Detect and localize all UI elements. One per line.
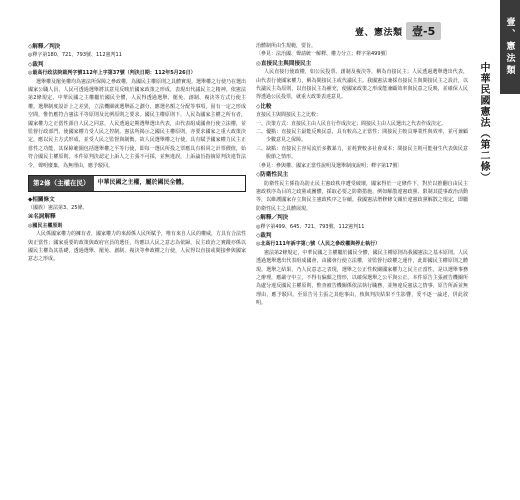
article-number: 第2條（主權在民） bbox=[29, 176, 94, 190]
page-number: 壹-5 bbox=[406, 22, 441, 40]
term-title: ◎國民主權原則 bbox=[28, 222, 63, 229]
cross-reference: 〔參見：參與權、國家正當性說明及選舉制度說明；釋字第17號〕 bbox=[256, 162, 403, 169]
section-heading: ◇裁判 bbox=[28, 61, 44, 68]
cross-reference: 〔參見：法治國、聲請統一解釋、權力分立；釋字第499號〕 bbox=[256, 51, 391, 58]
section-heading: ◇解釋／判決 bbox=[256, 215, 289, 222]
case-body: 選舉權及罷免權均為憲法所保障之參政權，為國民主權原則之具體實現。選舉權之行使乃在選出國家公職人員，人民可透過選舉將其意見反映於國家政策之形成，表現出代議民主之精神。依憲法第2條規定，中華民國之主權屬於國民全體，人民得透過選舉、罷免、創制、複決等方式行使主權。選舉制度設計上之差異，立法機關就選舉區之劃分、應選名額之分配等事項，固有一定之形成空間，惟仍應符合憲法平等原則及比例原則之要求。國民主權原則下，人民為國家主權之所有者，國家權力之正當性源自人民之同意，人民透過定期選舉選出代表，由代表組成國會行使立法權，並監督行政部門，使國家權力受人民之控制。憲法所揭示之國民主權原則，亦要求國家之重大政策決定，應以民主方式形成，並受人民之監督與制衡。故人民選舉權之行使，具有賦予國家權力民主正當性之功能，其保障範圍包括選舉權之平等行使，即每一選民所投之票應具有相同之計票價值，始符合國民主權原則。本件原判決認定上訴人之主張不可採，並無違誤，上訴論旨指摘原判決違背法令，聲明廢棄，為無理由，應予駁回。 bbox=[28, 78, 247, 169]
list-item: 二、優點：直接民主最能反映民意，具有較高之正當性；間接民主較具專業性與效率，並可兼顧少數意見之保障。 bbox=[256, 129, 468, 144]
paragraph: 直接民主與間接民主之比較： bbox=[256, 112, 322, 119]
paragraph: 治體制所由生規範，要旨。 bbox=[256, 43, 317, 49]
chapter-tab: 壹、憲法類 bbox=[500, 0, 520, 94]
section-heading: ◇比較 bbox=[256, 103, 272, 110]
section-heading: ⌘名詞解釋 bbox=[28, 214, 56, 221]
section-heading: ◎直接民主與間接民主 bbox=[256, 60, 312, 67]
case-title: ◎北高行111年訴字第○號（人民之參政權與停止執行） bbox=[256, 241, 381, 248]
case-title: ◎最高行政法院裁判字號112年上字第37號（判決日期：112年5月26日） bbox=[28, 70, 196, 77]
paragraph: 防衛性民主係指為防止民主憲政秩序遭受破壞，國家得於一定條件下，對於以推翻自由民主憲政秩序為目的之政黨或團體，採取必要之防衛措施，例如解散違憲政黨、限制其從事政治活動等，以維護國家存立與民主憲政秩序之存續。我國憲法增修條文關於違憲政黨解散之規定，即屬防衛性民主之具體展現。 bbox=[256, 180, 468, 212]
section-heading: ◇裁判 bbox=[256, 232, 272, 239]
list-item: 一、決策方式：直接民主由人民自行作成決定；間接民主由人民選出之代表作成決定。 bbox=[256, 120, 447, 127]
citation: ◎釋字第180、721、793號、112憲判11 bbox=[28, 52, 122, 59]
running-header: 壹、憲法類 bbox=[355, 28, 403, 38]
left-column bbox=[28, 42, 246, 264]
article-text: 中華民國之主權，屬於國民全體。 bbox=[97, 179, 188, 187]
section-heading: ◇解釋／判決 bbox=[28, 44, 61, 50]
section-heading: ◇防衛性民主 bbox=[256, 172, 289, 179]
case-body: 憲法第2條規定，中華民國之主權屬於國民全體，國民主權原則為我國憲法之基本原則。人民透過選舉選出代表組成國會，由國會行使立法權，並監督行政權之運作，此即國民主權原則之體現。選舉之結果，乃人民意志之表現，選舉之公正性攸關國家權力之民主正當性，是以選舉事務之辦理，應嚴守中立，不得有偏頗之情形，以確保選舉之公平與公正。本件原告主張被告機關所為處分違反國民主權原則，惟查被告機關係依法執行職務，並無違反憲法之情事，原告所訴並無理由，應予駁回。至原告另主張之其他事由，核與判決結果不生影響，爰不逐一論述，併此敘明。 bbox=[256, 249, 468, 307]
term-body: 人民係國家權力的擁有者，國家權力的來源係人民所賦予，唯有來自人民的權威，方具有合法性與正當性；國家重要的政策與政府官員的選任，均應以人民之意志為依歸，民主政治之實踐亦係以國民主權為其基礎，透過選舉、罷免、創制、複決等參政權之行使，人民得以直接或間接參與國家意志之形成。 bbox=[28, 231, 247, 263]
citation: ◎釋字第499、645、721、793號、112憲判11 bbox=[256, 223, 365, 230]
right-column bbox=[256, 42, 468, 308]
section-heading: ◆相關條文 bbox=[28, 196, 55, 203]
article-box bbox=[28, 175, 246, 191]
law-title: 中華民國憲法（第二條） bbox=[478, 62, 489, 183]
related-articles: （國族）憲法第3、25條。 bbox=[28, 204, 88, 211]
paragraph: 人民直接行使政權，如公民投票、創制及複決等，稱為直接民主；人民透過選舉選出代表，由代表行使國家權力，稱為間接民主或代議民主。我國憲法兼採直接民主與間接民主之設計，以代議民主為原則，以直接民主為補充，使國家政策之形成能兼顧效率與民意之反映，並確保人民得透過公民投票，就重大政策表達意見。 bbox=[256, 69, 468, 101]
list-item: 三、缺點：直接民主容易流於多數暴力，並耗費較多社會成本；間接民主則可能發生代表與民意脫節之情形。 bbox=[256, 145, 468, 161]
